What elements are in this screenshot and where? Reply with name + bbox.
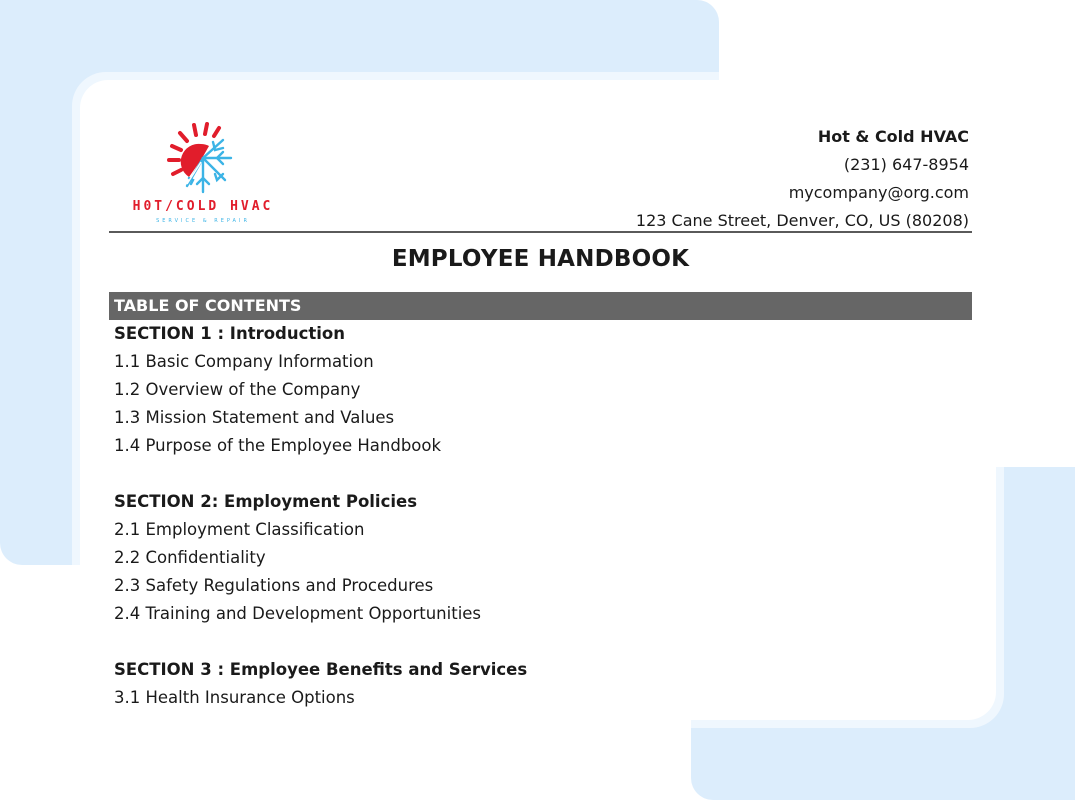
- toc-item: 2.3 Safety Regulations and Procedures: [114, 576, 434, 595]
- header-divider: [109, 231, 972, 233]
- company-phone: (231) 647-8954: [843, 155, 969, 174]
- toc-item: 2.1 Employment Classification: [114, 520, 365, 539]
- toc-item: 2.4 Training and Development Opportunities: [114, 604, 482, 623]
- toc-header: TABLE OF CONTENTS: [109, 292, 972, 320]
- toc-item: 1.1 Basic Company Information: [114, 352, 374, 371]
- document-page: [109, 80, 972, 720]
- company-email: mycompany@org.com: [788, 183, 969, 202]
- toc-item: 1.4 Purpose of the Employee Handbook: [114, 436, 442, 455]
- toc-section-1: [114, 320, 964, 460]
- company-name: Hot & Cold HVAC: [817, 127, 969, 146]
- toc-item: 3.1 Health Insurance Options: [114, 688, 355, 707]
- toc-section-2: [114, 488, 964, 628]
- company-address: 123 Cane Street, Denver, CO, US (80208): [635, 211, 969, 230]
- toc-item: 1.2 Overview of the Company: [114, 380, 361, 399]
- document-title: EMPLOYEE HANDBOOK: [391, 246, 690, 272]
- contact-block: [636, 123, 969, 235]
- toc-item: 1.3 Mission Statement and Values: [114, 408, 395, 427]
- table-of-contents: [114, 320, 964, 720]
- logo-tagline: SERVICE & REPAIR: [156, 218, 250, 224]
- toc-item: 2.2 Confidentiality: [114, 548, 266, 567]
- toc-section-3: [114, 656, 964, 712]
- document-preview-card: [80, 80, 996, 720]
- logo-wordmark: H0T/COLD HVAC: [132, 199, 274, 214]
- section-heading: SECTION 3 : Employee Benefits and Services: [114, 660, 528, 679]
- sun-snowflake-icon: [163, 122, 243, 198]
- company-logo: [115, 122, 291, 228]
- section-heading: SECTION 2: Employment Policies: [114, 492, 418, 511]
- section-heading: SECTION 1 : Introduction: [114, 324, 346, 343]
